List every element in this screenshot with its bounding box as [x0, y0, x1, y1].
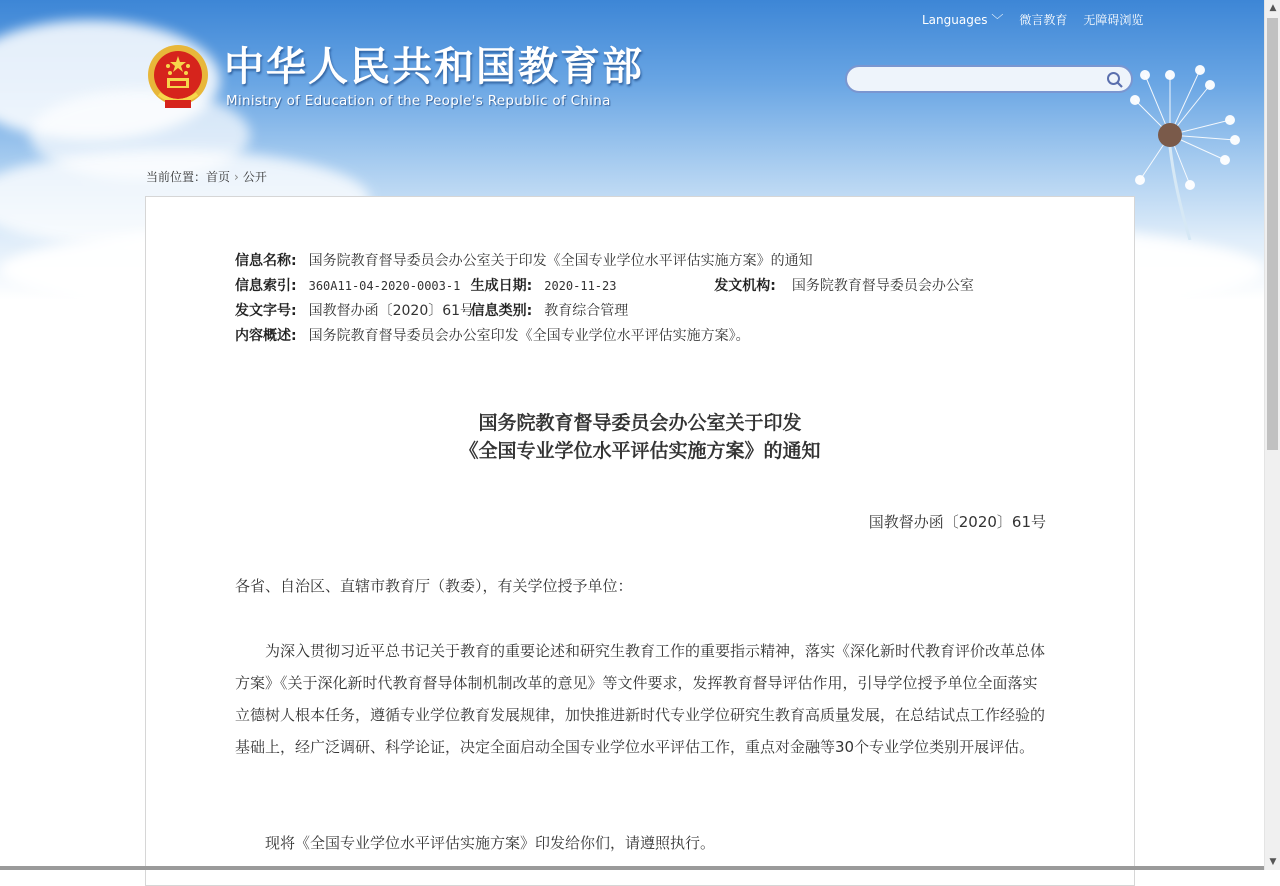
site-title: 中华人民共和国教育部	[224, 44, 644, 90]
site-subtitle: Ministry of Education of the People's Republic of China	[226, 93, 611, 109]
document-title-line1: 国务院教育督导委员会办公室关于印发	[478, 412, 802, 434]
document-title	[146, 409, 1134, 465]
meta-name-label: 信息名称:	[235, 253, 297, 269]
meta-date-value: 2020-11-23	[544, 279, 617, 293]
chevron-right-icon: ›	[234, 170, 239, 184]
meta-index-label: 信息索引:	[235, 278, 297, 294]
document-addressee: 各省、自治区、直辖市教育厅（教委），有关学位授予单位：	[235, 577, 633, 595]
vertical-scrollbar[interactable]	[1264, 0, 1280, 870]
accessibility-link[interactable]: 无障碍浏览	[1083, 13, 1144, 27]
chevron-down-icon: ﹀	[991, 13, 1004, 27]
breadcrumb	[146, 168, 267, 185]
meta-docno-value: 国教督办函〔2020〕61号	[308, 303, 475, 319]
meta-row-summary	[235, 324, 974, 349]
meta-row-docno	[235, 299, 974, 324]
meta-summary-value: 国务院教育督导委员会办公室印发《全国专业学位水平评估实施方案》。	[308, 328, 750, 344]
top-navigation	[922, 11, 1143, 28]
document-title-line2: 《全国专业学位水平评估实施方案》的通知	[459, 440, 821, 462]
scroll-down-arrow-icon[interactable]: ▼	[1269, 857, 1277, 867]
meta-org-label: 发文机构:	[714, 278, 776, 294]
breadcrumb-label: 当前位置：	[146, 170, 207, 184]
search-box	[845, 65, 1133, 93]
meta-index-value: 360A11-04-2020-0003-1	[308, 279, 461, 293]
search-icon[interactable]	[1106, 71, 1124, 89]
document-metadata	[235, 249, 974, 349]
dandelion-decoration	[1130, 60, 1260, 240]
languages-dropdown[interactable]	[922, 11, 1003, 28]
meta-category-label: 信息类别:	[470, 303, 533, 319]
meta-org-value: 国务院教育督导委员会办公室	[791, 278, 974, 294]
breadcrumb-current-link[interactable]: 公开	[242, 170, 267, 184]
document-number: 国教督办函〔2020〕61号	[868, 513, 1046, 531]
meta-row-index	[235, 274, 974, 299]
meta-category-value: 教育综合管理	[544, 303, 629, 319]
meta-row-name	[235, 249, 974, 274]
document-paragraph-2: 现将《全国专业学位水平评估实施方案》印发给你们，请遵照执行。	[265, 834, 716, 852]
window-bottom-border	[0, 866, 1264, 870]
meta-name-value: 国务院教育督导委员会办公室关于印发《全国专业学位水平评估实施方案》的通知	[308, 253, 813, 269]
national-emblem-logo	[147, 44, 209, 110]
scroll-up-arrow-icon[interactable]: ▲	[1269, 3, 1277, 13]
scrollbar-thumb[interactable]	[1267, 18, 1278, 450]
article-panel	[145, 196, 1135, 886]
meta-summary-label: 内容概述:	[235, 328, 297, 344]
search-input[interactable]	[857, 69, 1101, 91]
meta-docno-label: 发文字号:	[235, 303, 297, 319]
wechat-link[interactable]: 微言教育	[1019, 13, 1068, 27]
document-paragraph-1: 为深入贯彻习近平总书记关于教育的重要论述和研究生教育工作的重要指示精神，落实《深化新时代教育评价改革总体方案》《关于深化新时代教育督导体制机制改革的意见》等文件要求，发挥教育督导评估作用，引导学位授予单位全面落实立德树人根本任务，遵循专业学位教育发展规律，加快推进新时代专业学位研究生教育高质量发展，在总结试点工作经验的基础上，经广泛调研、科学论证，决定全面启动全国专业学位水平评估工作，重点对金融等30个专业学位类别开展评估。	[235, 642, 1046, 756]
meta-date-label: 生成日期:	[470, 278, 533, 294]
breadcrumb-home-link[interactable]: 首页	[206, 170, 231, 184]
languages-label: Languages	[922, 13, 988, 27]
